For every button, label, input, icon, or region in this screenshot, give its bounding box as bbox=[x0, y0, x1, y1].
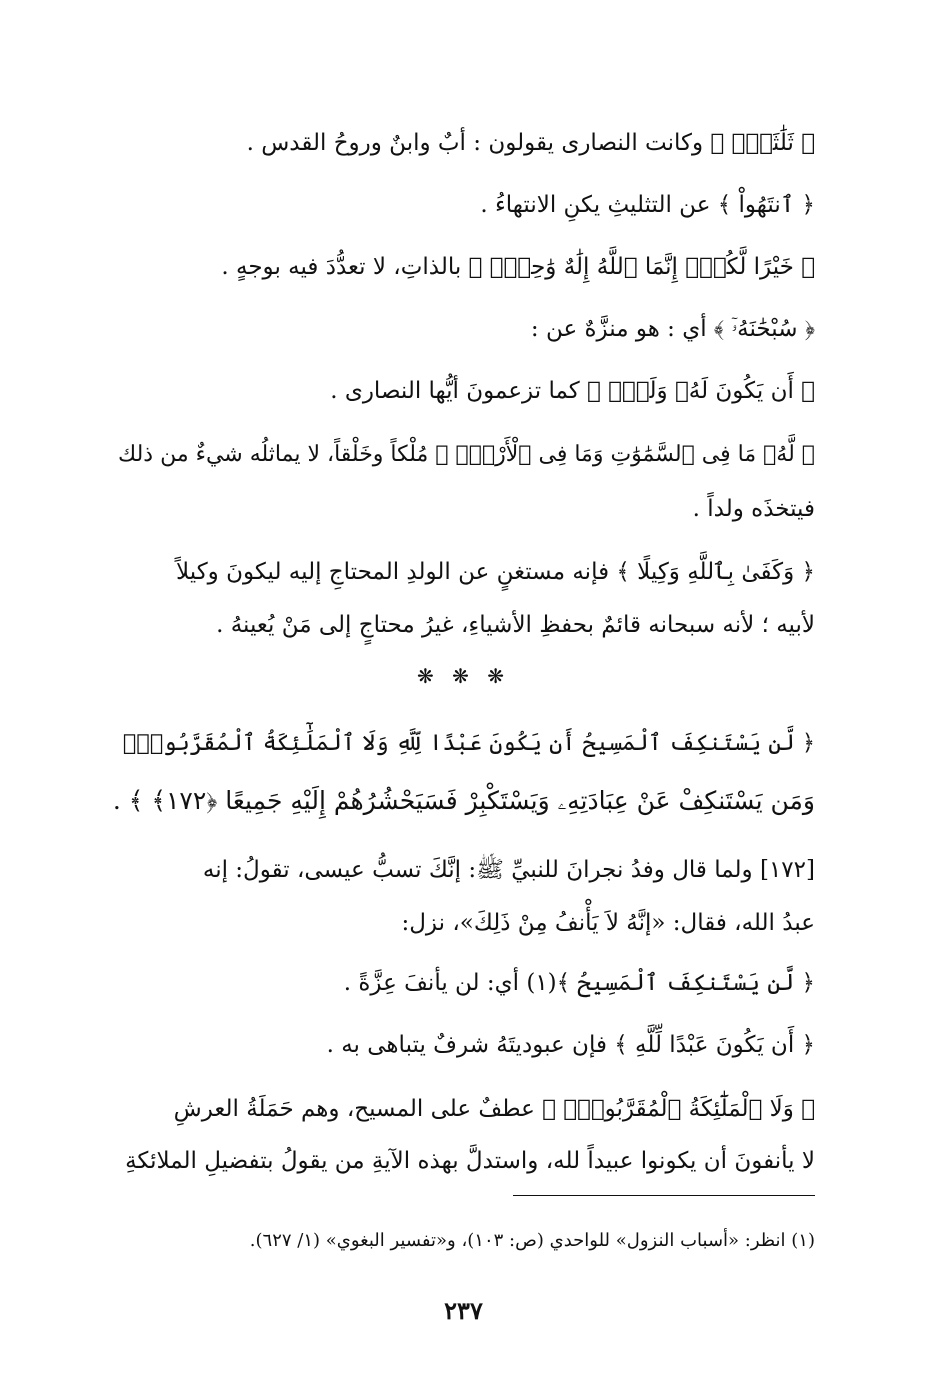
text-line-14: ﴿ وَلَا ٱلْمَلَٰٓئِكَةُ ٱلْمُقَرَّبُونَۚ ﴾ عطفٌ على المسيح، وهم حَمَلَةُ العرشِ bbox=[173, 1096, 815, 1122]
text-line-4: ﴿ سُبْحَٰنَهُۥٓ ﴾ أي : هو منزَّهٌ عن : bbox=[530, 316, 815, 342]
footnote-divider bbox=[513, 1195, 815, 1196]
section-separator: ❋ ❋ ❋ bbox=[417, 664, 510, 688]
text-line-10: [١٧٢] ولما قال وفدُ نجرانَ للنبيِّ ﷺ: إنَّكَ تسبُّ عيسى، تقولُ: إنه bbox=[202, 857, 815, 883]
text-line-9: لأبيه ؛ لأنه سبحانه قائمٌ بحفظِ الأشياءِ، غيرُ محتاجٍ إلى مَنْ يُعينهُ . bbox=[216, 612, 815, 638]
text-line-1: ﴿ ثَلَٰثَةٌۚ ﴾ وكانت النصارى يقولون : أبٌ وابنٌ وروحُ القدس . bbox=[246, 130, 815, 156]
text-line-6: ﴿ لَّهُۥ مَا فِى ٱلسَّمَٰوَٰتِ وَمَا فِى ٱلْأَرْضِۗ ﴾ مُلْكاً وخَلْقاً، لا يماثلُه شيءٌ من ذلك bbox=[118, 442, 815, 467]
page-number: ٢٣٧ bbox=[444, 1296, 483, 1325]
text-line-8: ﴿ وَكَفَىٰ بِٱللَّهِ وَكِيلًا ﴾ فإنه مستغنٍ عن الولدِ المحتاجِ إليه ليكونَ وكيلاً bbox=[176, 559, 815, 585]
text-line-7: فيتخذَه ولداً . bbox=[692, 496, 815, 522]
text-line-13: ﴿ أَن يَكُونَ عَبْدًا لِّلَّهِ ﴾ فإن عبوديتَهُ شرفٌ يتباهى به . bbox=[326, 1032, 815, 1058]
text-line-5: ﴿ أَن يَكُونَ لَهُۥ وَلَدٌۘ ﴾ كما تزعمونَ أيُّها النصارى . bbox=[330, 378, 815, 404]
verse-line-1: ﴿ لَّن يَسْتَنكِفَ ٱلْمَسِيحُ أَن يَكُونَ عَبْدًا لِّلَّهِ وَلَا ٱلْمَلَٰٓئِكَةُ ٱلْمُقَرَّبُونَۚ bbox=[122, 730, 815, 756]
text-line-12: ﴿ لَّن يَسْتَنكِفَ ٱلْمَسِيحُ ﴾(١) أي: لن يأنفَ عِزَّةً . bbox=[343, 970, 815, 996]
text-line-11: عبدُ الله، فقال: «إنَّهُ لاَ يَأْنفُ مِنْ ذَلِكَ»، نزل: bbox=[401, 910, 815, 936]
verse-line-2: وَمَن يَسْتَنكِفْ عَنْ عِبَادَتِهِۦ وَيَسْتَكْبِرْ فَسَيَحْشُرُهُمْ إِلَيْهِ جَمِيعًا ﴿١٧٢﴾ ﴾ . bbox=[112, 786, 815, 815]
text-line-3: ﴿ خَيْرًا لَّكُمْۚ إِنَّمَا ٱللَّهُ إِلَٰهٌ وَٰحِدٌۖ ﴾ بالذاتِ، لا تعدُّدَ فيه بوجهٍ . bbox=[221, 254, 815, 280]
text-line-15: لا يأنفونَ أن يكونوا عبيداً لله، واستدلَّ بهذه الآيةِ من يقولُ بتفضيلِ الملائكةِ bbox=[125, 1148, 815, 1174]
text-line-2: ﴿ ٱنتَهُواْ ﴾ عن التثليثِ يكنِ الانتهاءُ . bbox=[480, 192, 815, 218]
footnote: (١) انظر: «أسباب النزول» للواحدي (ص: ١٠٣)، و«تفسير البغوي» (١/ ٦٢٧). bbox=[249, 1230, 815, 1251]
